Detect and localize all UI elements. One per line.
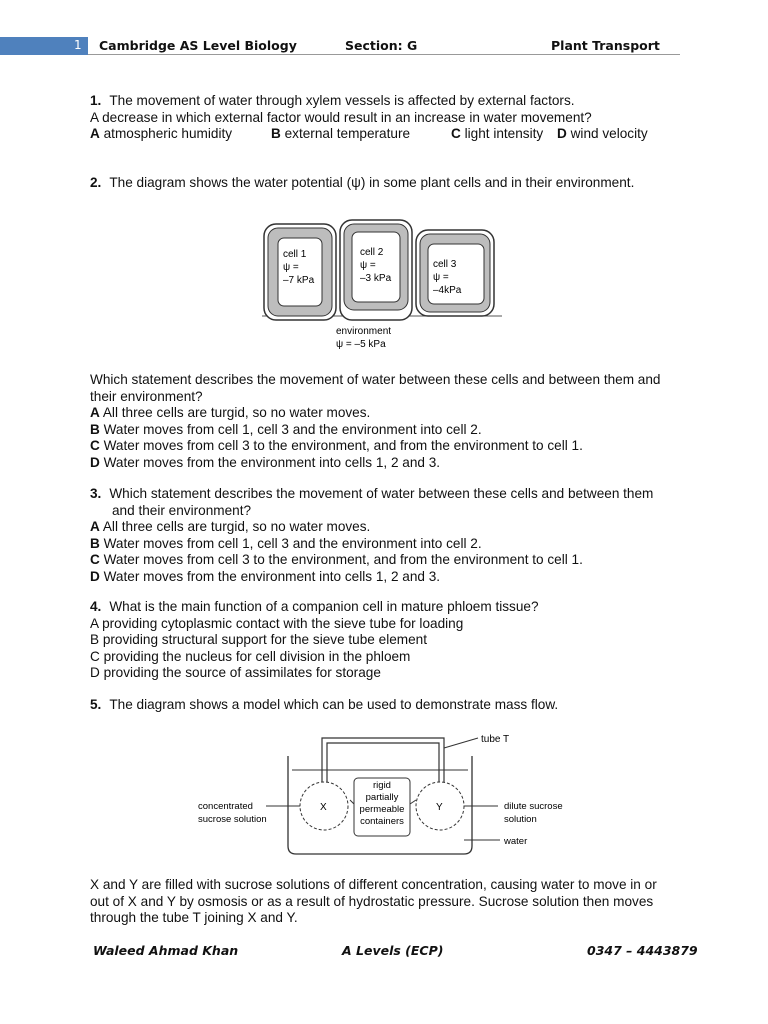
solution-label: solution (504, 814, 537, 825)
water-potential-diagram (262, 218, 502, 356)
question-1 (90, 93, 648, 143)
options-row (90, 126, 648, 143)
partially-label: partially (365, 792, 399, 803)
cell-2-psi: ψ = (360, 260, 376, 271)
course-title: Cambridge AS Level Biology (99, 38, 297, 53)
topic-label: Plant Transport (551, 38, 660, 53)
author-name: Waleed Ahmad Khan (93, 943, 239, 958)
containers-label: containers (360, 816, 404, 827)
rigid-label: rigid (373, 780, 391, 791)
cell-2-label: cell 2 (360, 247, 384, 258)
paragraph-text: through the tube T joining X and Y. (90, 910, 298, 925)
tube-t-label: tube T (481, 734, 510, 745)
question-3 (90, 486, 653, 585)
cell-2 (340, 220, 412, 320)
option-b: B providing structural support for the sieve tube element (90, 632, 428, 647)
cell-1 (264, 224, 336, 320)
question-5 (90, 697, 558, 714)
dilute-sucrose-label: dilute sucrose (504, 801, 563, 812)
question-number: 4. (90, 599, 102, 614)
paragraph-text: X and Y are filled with sucrose solutions of different concentration, causing water to move in or (90, 877, 657, 892)
cell-2-value: –3 kPa (360, 273, 392, 284)
container-x-label: X (320, 802, 327, 813)
phone-number: 0347 – 4443879 (587, 943, 698, 958)
question-5-paragraph (90, 877, 657, 927)
cell-1-value: –7 kPa (283, 275, 315, 286)
question-text: their environment? (90, 388, 203, 404)
cell-1-psi: ψ = (283, 262, 299, 273)
question-text: and their environment? (112, 502, 252, 518)
option-c: C Water moves from cell 3 to the environment, and from the environment to cell 1. (90, 438, 583, 453)
question-text: The diagram shows a model which can be used to demonstrate mass flow. (109, 697, 559, 712)
question-text: Which statement describes the movement of water between these cells and between them and (90, 372, 661, 387)
concentrated-label: concentrated (198, 801, 253, 812)
option-d: D Water moves from the environment into cells 1, 2 and 3. (90, 568, 441, 584)
question-text: Which statement describes the movement of water between these cells and between them (109, 486, 654, 501)
option-c: C light intensity (451, 126, 544, 141)
mass-flow-diagram (196, 728, 563, 858)
cell-3-label: cell 3 (433, 259, 457, 270)
program-label: A Levels (ECP) (342, 943, 444, 958)
page-footer (0, 943, 768, 961)
container-y-label: Y (436, 802, 443, 813)
question-number: 5. (90, 697, 102, 712)
permeable-label: permeable (359, 804, 405, 815)
question-text: The movement of water through xylem vessels is affected by external factors. (109, 93, 575, 108)
environment-value: ψ = –5 kPa (336, 339, 386, 350)
option-c: C providing the nucleus for cell division in the phloem (90, 648, 411, 664)
question-text: A decrease in which external factor would result in an increase in water movement? (90, 109, 592, 125)
question-number: 2. (90, 175, 102, 190)
sucrose-solution-label: sucrose solution (198, 814, 267, 825)
question-number: 1. (90, 93, 102, 108)
option-a: A All three cells are turgid, so no water moves. (90, 519, 371, 534)
question-text: The diagram shows the water potential (ψ) in some plant cells and in their environment. (109, 175, 635, 190)
cell-3-psi: ψ = (433, 272, 449, 283)
paragraph-text: out of X and Y by osmosis or as a result of hydrostatic pressure. Sucrose solution then moves (90, 893, 654, 909)
cell-3 (416, 230, 494, 316)
option-d: D wind velocity (557, 126, 648, 141)
option-a: A atmospheric humidity (90, 126, 233, 141)
option-a: A All three cells are turgid, so no water moves. (90, 405, 371, 420)
tube-t (322, 738, 444, 782)
question-text: What is the main function of a companion cell in mature phloem tissue? (109, 599, 539, 614)
question-2 (90, 175, 634, 192)
page-number: 1 (74, 38, 82, 52)
option-b: B external temperature (271, 126, 411, 141)
cell-1-label: cell 1 (283, 249, 307, 260)
section-label: Section: G (345, 38, 418, 53)
question-number: 3. (90, 486, 102, 501)
page-header (0, 37, 768, 55)
option-b: B Water moves from cell 1, cell 3 and the environment into cell 2. (90, 421, 482, 437)
header-rule (88, 54, 680, 55)
question-2-body (90, 372, 661, 471)
question-4 (90, 599, 539, 682)
option-a: A providing cytoplasmic contact with the sieve tube for loading (90, 615, 464, 631)
cell-3-value: –4kPa (433, 285, 462, 296)
water-label: water (504, 836, 528, 847)
option-d: D Water moves from the environment into cells 1, 2 and 3. (90, 454, 441, 470)
environment-label: environment (336, 326, 392, 337)
option-c: C Water moves from cell 3 to the environment, and from the environment to cell 1. (90, 552, 583, 567)
option-b: B Water moves from cell 1, cell 3 and the environment into cell 2. (90, 535, 482, 551)
option-d: D providing the source of assimilates for storage (90, 665, 381, 680)
